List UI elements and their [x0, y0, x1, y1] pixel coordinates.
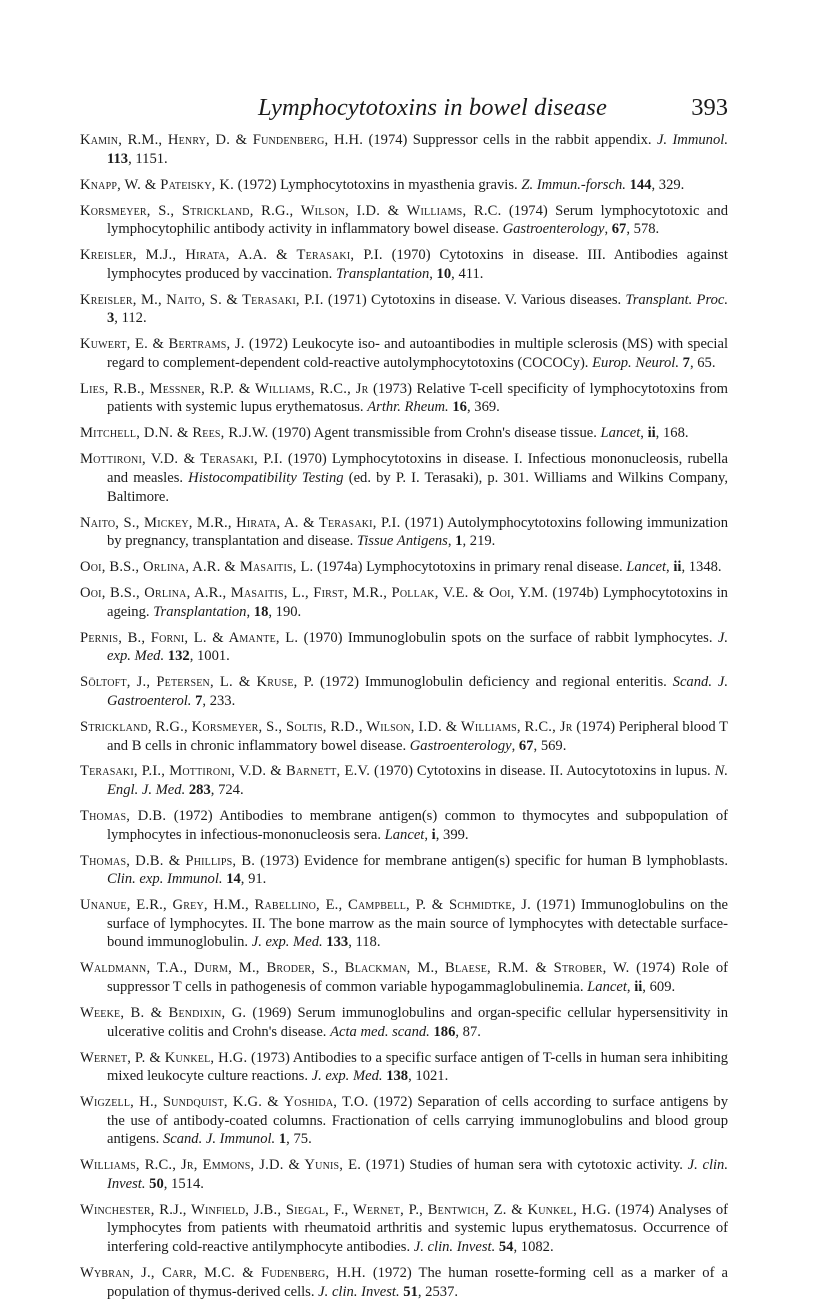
reference-volume: 67: [611, 221, 627, 238]
reference-entry: [80, 246, 728, 283]
reference-journal: Lancet: [600, 425, 641, 442]
reference-separator: ,: [626, 978, 635, 995]
reference-pages: , 190.: [268, 603, 302, 620]
reference-volume: 283: [188, 782, 211, 799]
reference-volume: 16: [452, 399, 467, 416]
reference-volume: 3: [107, 310, 115, 327]
reference-text: (1970) Immunoglobulin spots on the surface of rabbit lymphocytes.: [298, 629, 718, 646]
reference-pages: , 1021.: [408, 1068, 449, 1085]
reference-journal: Scand. J. Gastroenterol.: [107, 674, 728, 709]
reference-journal: Histocompatibility Testing: [188, 470, 344, 487]
reference-pages: , 1151.: [128, 150, 168, 167]
reference-volume: 18: [253, 603, 269, 620]
reference-entry: [80, 1201, 728, 1257]
reference-authors: Korsmeyer, S., Strickland, R.G., Wilson, I.D. & Williams, R.C.: [80, 202, 502, 219]
reference-text: (1974a) Lymphocytotoxins in primary renal disease.: [313, 559, 627, 576]
reference-entry: [80, 514, 728, 551]
reference-entry: [80, 959, 728, 996]
reference-entry: [80, 176, 728, 195]
reference-text: (1971) Autolymphocytotoxins following immunization by pregnancy, transplantation and disease.: [107, 514, 728, 550]
reference-volume: 67: [518, 737, 534, 754]
reference-pages: , 168.: [655, 425, 689, 442]
reference-volume: 51: [403, 1283, 418, 1300]
reference-authors: Strickland, R.G., Korsmeyer, S., Soltis, R.D., Wilson, I.D. & Williams, R.C., Jr: [80, 718, 573, 735]
reference-journal: Scand. J. Immunol.: [162, 1131, 276, 1148]
reference-volume: 7: [682, 354, 690, 371]
reference-volume: ii: [634, 978, 643, 995]
reference-entry: [80, 896, 728, 952]
reference-text: (1970) Agent transmissible from Crohn's disease tissue.: [268, 425, 601, 442]
running-head-title: Lymphocytotoxins in bowel disease: [258, 94, 607, 121]
reference-pages: (ed. by P. I. Terasaki), p. 301. Williams and Wilkins Company, Baltimore.: [107, 470, 729, 505]
reference-pages: , 369.: [466, 399, 500, 416]
reference-authors: Knapp, W. & Pateisky, K.: [80, 176, 234, 193]
reference-text: (1974) Analyses of lymphocytes from patients with rheumatoid arthritis and systemic lupus erythematosus. Occurrence of interfering cold-reactive antilymphocyte antibodies.: [107, 1201, 728, 1256]
reference-pages: , 329.: [651, 176, 685, 193]
reference-authors: Unanue, E.R., Grey, H.M., Rabellino, E., Campbell, P. & Schmidtke, J.: [80, 897, 531, 914]
reference-text: (1970) Cytotoxins in disease. II. Autocytotoxins in lupus.: [370, 763, 715, 780]
reference-authors: Lies, R.B., Messner, R.P. & Williams, R.C., Jr: [80, 380, 369, 397]
reference-volume: 7: [195, 692, 203, 709]
reference-entry: [80, 762, 728, 799]
reference-authors: Winchester, R.J., Winfield, J.B., Siegal, F., Wernet, P., Bentwich, Z. & Kunkel, H.G.: [80, 1201, 611, 1218]
reference-authors: Kuwert, E. & Bertrams, J.: [80, 336, 245, 353]
reference-volume: 132: [167, 648, 190, 665]
reference-text: (1970) Lymphocytotoxins in disease. I. Infectious mononucleosis, rubella and measles.: [107, 451, 729, 487]
reference-authors: Williams, R.C., Jr, Emmons, J.D. & Yunis, E.: [80, 1157, 362, 1174]
reference-entry: [80, 202, 728, 239]
reference-journal: Gastroenterology: [502, 221, 605, 238]
reference-text: (1972) Leukocyte iso- and autoantibodies in multiple sclerosis (MS) with special regard to complement-dependent cold-reactive autolymphocytotoxins (COCOCy).: [107, 336, 728, 371]
reference-volume: 50: [149, 1175, 164, 1192]
reference-text: (1970) Cytotoxins in disease. III. Antibodies against lymphocytes produced by vaccination.: [107, 247, 728, 282]
reference-authors: Ooi, B.S., Orlina, A.R., Masaitis, L., First, M.R., Pollak, V.E. & Ooi, Y.M.: [80, 585, 549, 602]
reference-journal: Acta med. scand.: [330, 1023, 430, 1040]
reference-separator: ,: [429, 265, 437, 282]
reference-entry: [80, 1049, 728, 1086]
reference-entry: [80, 629, 728, 666]
reference-volume: 113: [107, 150, 129, 167]
reference-text: (1971) Immunoglobulins on the surface of lymphocytes. II. The bone marrow as the main source of lymphocytes with detectable surface-bound immunoglobulin.: [107, 897, 728, 951]
reference-pages: , 1514.: [163, 1175, 204, 1192]
reference-text: (1972) The human rosette-forming cell as a marker of a population of thymus-derived cells.: [107, 1265, 728, 1300]
reference-journal: J. exp. Med.: [311, 1068, 383, 1085]
reference-separator: ,: [604, 221, 612, 238]
reference-entry: [80, 380, 728, 417]
reference-entry: [80, 584, 728, 621]
reference-journal: Gastroenterology: [409, 737, 512, 754]
reference-separator: ,: [246, 603, 254, 620]
reference-authors: Mitchell, D.N. & Rees, R.J.W.: [80, 425, 269, 442]
reference-text: (1971) Cytotoxins in disease. V. Various diseases.: [323, 291, 626, 308]
reference-entry: [80, 1156, 728, 1193]
reference-authors: Terasaki, P.I., Mottironi, V.D. & Barnett, E.V.: [80, 763, 371, 780]
reference-pages: , 1001.: [189, 648, 230, 665]
reference-authors: Wernet, P. & Kunkel, H.G.: [80, 1049, 248, 1066]
reference-pages: , 87.: [455, 1023, 481, 1040]
reference-separator: ,: [640, 425, 648, 442]
reference-authors: Thomas, D.B.: [80, 808, 167, 825]
reference-entry: [80, 852, 728, 889]
reference-pages: , 75.: [286, 1131, 312, 1148]
reference-separator: ,: [447, 533, 456, 550]
running-head: [80, 94, 728, 126]
reference-text: (1974b) Lymphocytotoxins in ageing.: [107, 585, 728, 620]
reference-authors: Naito, S., Mickey, M.R., Hirata, A. & Terasaki, P.I.: [80, 514, 401, 531]
reference-pages: , 65.: [689, 354, 716, 371]
reference-pages: , 724.: [210, 782, 244, 799]
reference-entry: [80, 335, 728, 372]
reference-entry: [80, 1093, 728, 1149]
reference-journal: Tissue Antigens: [356, 533, 448, 550]
reference-text: (1972) Lymphocytotoxins in myasthenia gravis.: [233, 176, 522, 193]
reference-volume: 10: [436, 265, 452, 282]
reference-volume: i: [431, 826, 436, 843]
reference-entry: [80, 450, 728, 506]
reference-pages: , 1082.: [513, 1239, 554, 1256]
reference-text: (1974) Suppressor cells in the rabbit appendix.: [363, 132, 657, 148]
reference-pages: , 569.: [533, 737, 567, 754]
reference-text: (1973) Antibodies to a specific surface antigen of T-cells in human sera inhibiting mixed leukocyte culture reactions.: [107, 1049, 728, 1085]
reference-journal: Clin. exp. Immunol.: [107, 871, 223, 888]
reference-journal: J. clin. Invest.: [107, 1157, 728, 1192]
reference-journal: J. exp. Med.: [107, 629, 728, 665]
reference-journal: Lancet: [626, 559, 667, 576]
reference-pages: , 2537.: [417, 1283, 459, 1300]
reference-authors: Pernis, B., Forni, L. & Amante, L.: [80, 629, 299, 646]
reference-entry: [80, 807, 728, 844]
reference-entry: [80, 424, 728, 443]
reference-separator: ,: [511, 737, 519, 754]
reference-text: (1973) Relative T-cell specificity of lymphocytotoxins from patients with systemic lupus erythematosus.: [107, 380, 728, 416]
reference-entry: [80, 131, 728, 168]
reference-authors: Weeke, B. & Bendixin, G.: [80, 1004, 247, 1021]
reference-journal: J. exp. Med.: [251, 934, 323, 951]
reference-authors: Kreisler, M.J., Hirata, A.A. & Terasaki, P.I.: [80, 247, 383, 264]
reference-volume: 144: [629, 176, 652, 193]
reference-pages: , 112.: [114, 310, 147, 327]
page-number: 393: [691, 94, 728, 121]
reference-text: (1974) Peripheral blood T and B cells in chronic inflammatory bowel disease.: [107, 718, 728, 754]
reference-journal: Transplantation: [335, 265, 430, 282]
reference-pages: , 1348.: [681, 559, 722, 576]
reference-text: (1969) Serum immunoglobulins and organ-specific cellular hypersensitivity in ulcerative colitis and Crohn's disease.: [107, 1004, 729, 1040]
reference-pages: , 399.: [435, 826, 469, 843]
reference-authors: Mottironi, V.D. & Terasaki, P.I.: [80, 451, 283, 468]
reference-journal: Z. Immun.-forsch.: [521, 176, 626, 193]
reference-journal: N. Engl. J. Med.: [107, 763, 728, 799]
reference-list: [80, 131, 728, 1309]
reference-authors: Kreisler, M., Naito, S. & Terasaki, P.I.: [80, 291, 324, 308]
reference-pages: , 411.: [451, 265, 484, 282]
reference-volume: 138: [386, 1068, 409, 1085]
reference-pages: , 118.: [348, 934, 381, 951]
reference-text: (1972) Immunoglobulin deficiency and regional enteritis.: [314, 674, 673, 691]
reference-text: (1974) Role of suppressor T cells in pathogenesis of common variable hypogammaglobulinemia.: [107, 960, 728, 995]
reference-authors: Söltoft, J., Petersen, L. & Kruse, P.: [80, 674, 315, 691]
reference-authors: Ooi, B.S., Orlina, A.R. & Masaitis, L.: [80, 559, 314, 576]
reference-journal: Transplantation: [153, 603, 247, 620]
reference-pages: , 609.: [642, 978, 676, 995]
reference-journal: Transplant. Proc.: [625, 291, 728, 308]
reference-journal: Europ. Neurol.: [592, 354, 679, 371]
reference-authors: Waldmann, T.A., Durm, M., Broder, S., Blackman, M., Blaese, R.M. & Strober, W.: [80, 960, 630, 977]
reference-journal: Arthr. Rheum.: [367, 399, 449, 416]
reference-journal: J. clin. Invest.: [413, 1239, 496, 1256]
reference-text: (1971) Studies of human sera with cytotoxic activity.: [361, 1157, 688, 1174]
reference-volume: 186: [433, 1023, 456, 1040]
reference-journal: Lancet: [587, 978, 627, 995]
reference-authors: Kamin, R.M., Henry, D. & Fundenberg, H.H.: [80, 132, 364, 148]
reference-entry: [80, 291, 728, 328]
reference-journal: J. clin. Invest.: [318, 1283, 400, 1300]
reference-authors: Wybran, J., Carr, M.C. & Fudenberg, H.H.: [80, 1265, 366, 1282]
reference-entry: [80, 1264, 728, 1301]
reference-volume: 14: [226, 871, 241, 888]
reference-volume: 1: [278, 1131, 287, 1148]
reference-text: (1972) Antibodies to membrane antigen(s) common to thymocytes and subpopulation of lymphocytes in infectious-mononucleosis sera.: [107, 808, 728, 843]
reference-pages: , 91.: [240, 871, 267, 888]
reference-pages: , 219.: [462, 533, 496, 550]
reference-journal: Lancet: [384, 826, 425, 843]
reference-volume: ii: [673, 559, 682, 576]
reference-pages: , 233.: [202, 692, 236, 709]
reference-separator: ,: [424, 826, 432, 843]
reference-volume: 133: [326, 934, 349, 951]
reference-volume: ii: [647, 425, 656, 442]
reference-authors: Thomas, D.B. & Phillips, B.: [80, 852, 256, 869]
reference-pages: , 578.: [626, 221, 660, 238]
reference-text: (1974) Serum lymphocytotoxic and lymphocytophilic antibody activity in inflammatory bowel disease.: [107, 202, 728, 238]
reference-text: (1972) Separation of cells according to surface antigens by the use of antibody-coated columns. Fractionation of cells carrying immunoglobulins and blood group antigens.: [107, 1094, 728, 1148]
reference-entry: [80, 718, 728, 755]
reference-entry: [80, 1004, 728, 1041]
reference-authors: Wigzell, H., Sundquist, K.G. & Yoshida, T.O.: [80, 1094, 369, 1111]
reference-journal: J. Immunol.: [656, 132, 728, 148]
reference-entry: [80, 558, 728, 577]
reference-text: (1973) Evidence for membrane antigen(s) specific for human B lymphoblasts.: [255, 852, 728, 869]
reference-separator: ,: [666, 559, 674, 576]
reference-entry: [80, 673, 728, 710]
reference-volume: 54: [498, 1239, 514, 1256]
reference-volume: 1: [455, 533, 463, 550]
